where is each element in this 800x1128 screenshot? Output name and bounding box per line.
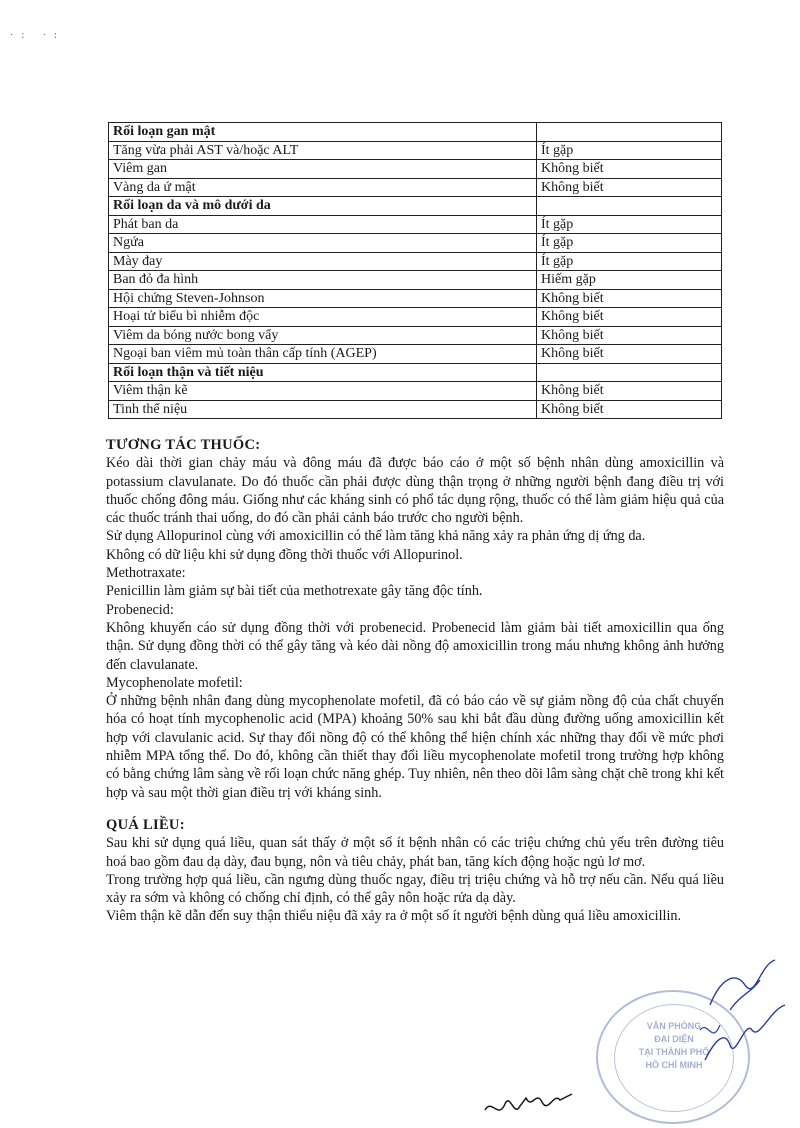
table-row <box>109 178 722 197</box>
effect-label-cell: Viêm thận kẽ <box>109 382 537 401</box>
table-row <box>109 141 722 160</box>
section-label-cell: Rối loạn thận và tiết niệu <box>109 363 537 382</box>
frequency-cell: Hiếm gặp <box>537 271 722 290</box>
frequency-cell: Không biết <box>537 382 722 401</box>
frequency-cell <box>537 197 722 216</box>
effect-label-cell: Viêm da bóng nước bong vẩy <box>109 326 537 345</box>
adverse-effects-table-body <box>109 123 722 419</box>
scan-specks: ·: ·: <box>10 30 65 41</box>
frequency-cell: Không biết <box>537 326 722 345</box>
frequency-cell: Ít gặp <box>537 234 722 253</box>
interactions-paragraph: Không có dữ liệu khi sử dụng đồng thời thuốc với Allopurinol. <box>106 546 463 563</box>
interactions-paragraph: Kéo dài thời gian chảy máu và đông máu đã được báo cáo ở một số bệnh nhân dùng amoxicillin và potassium clavulanate. Do đó thuốc cần phải được dùng thận trọng ở những người bệnh đang điều trị với thuốc chống đông máu. Giống như các kháng sinh có phổ tác dụng rộng, thuốc có thể làm giảm hiệu quả của các thuốc tránh thai uống, do đó cần phải cảnh báo trước cho người bệnh. <box>106 455 724 527</box>
table-row <box>109 289 722 308</box>
initials-mark <box>480 1080 590 1125</box>
frequency-cell: Không biết <box>537 345 722 364</box>
section-gap <box>106 802 724 816</box>
frequency-cell <box>537 363 722 382</box>
table-row <box>109 382 722 401</box>
effect-label-cell: Ngứa <box>109 234 537 253</box>
section-label-cell: Rối loạn da và mô dưới da <box>109 197 537 216</box>
frequency-cell: Ít gặp <box>537 252 722 271</box>
interactions-paragraph: Penicillin làm giảm sự bài tiết của methotrexate gây tăng độc tính. <box>106 583 483 600</box>
interactions-paragraph: Ở những bệnh nhân đang dùng mycophenolate mofetil, đã có báo cáo về sự giảm nồng độ của chất chuyển hóa có hoạt tính mycophenolic acid (MPA) khoảng 50% sau khi bắt đầu dùng đường uống amoxicillin kết hợp với clavulanic acid. Sự thay đổi nồng độ có thể không thể hiện chính xác những thay đổi về mức phơi nhiễm MPA tổng thể. Do đó, không cần thiết thay đổi liều mycophenolate mofetil trong trường hợp không có bằng chứng lâm sàng về rối loạn chức năng ghép. Tuy nhiên, nên theo dõi lâm sàng chặt chẽ trong khi kết hợp và sau một thời gian điều trị với kháng sinh. <box>106 693 724 801</box>
frequency-cell: Không biết <box>537 289 722 308</box>
interactions-heading: TƯƠNG TÁC THUỐC: <box>106 437 261 453</box>
frequency-cell: Không biết <box>537 400 722 419</box>
interactions-paragraph: Sử dụng Allopurinol cùng với amoxicillin có thể làm tăng khả năng xảy ra phản ứng dị ứng da. <box>106 528 646 545</box>
interactions-subheading: Methotraxate: <box>106 565 186 582</box>
overdose-heading: QUÁ LIỀU: <box>106 816 185 833</box>
table-row <box>109 326 722 345</box>
interactions-subheading: Mycophenolate mofetil: <box>106 674 243 691</box>
frequency-cell: Ít gặp <box>537 141 722 160</box>
interactions-subheading: Probenecid: <box>106 601 174 618</box>
effect-label-cell: Ban đỏ đa hình <box>109 271 537 290</box>
table-row <box>109 160 722 179</box>
overdose-paragraph: Viêm thận kẽ dẫn đến suy thận thiểu niệu đã xảy ra ở một số ít người bệnh dùng quá liều amoxicillin. <box>106 908 682 925</box>
table-row <box>109 308 722 327</box>
section-label-cell: Rối loạn gan mật <box>109 123 537 142</box>
table-row <box>109 215 722 234</box>
table-section-row <box>109 197 722 216</box>
stamp-line: ĐẠI DIỆN <box>654 1034 694 1044</box>
table-section-row <box>109 123 722 142</box>
handwritten-signature <box>690 950 800 1090</box>
table-row <box>109 252 722 271</box>
effect-label-cell: Vàng da ứ mật <box>109 178 537 197</box>
frequency-cell: Ít gặp <box>537 215 722 234</box>
table-row <box>109 234 722 253</box>
effect-label-cell: Ngoại ban viêm mủ toàn thân cấp tính (AGEP) <box>109 345 537 364</box>
effect-label-cell: Tăng vừa phải AST và/hoặc ALT <box>109 141 537 160</box>
stamp-line: VĂN PHÒNG <box>646 1021 702 1031</box>
frequency-cell: Không biết <box>537 178 722 197</box>
interactions-paragraph: Không khuyến cáo sử dụng đồng thời với probenecid. Probenecid làm giảm bài tiết amoxicillin qua ống thận. Sử dụng đồng thời có thể gây tăng và kéo dài nồng độ amoxicillin trong máu nhưng không ảnh hưởng đến clavulanate. <box>106 619 724 673</box>
effect-label-cell: Mày đay <box>109 252 537 271</box>
table-row <box>109 271 722 290</box>
adverse-effects-table <box>108 122 722 419</box>
effect-label-cell: Hội chứng Steven-Johnson <box>109 289 537 308</box>
effect-label-cell: Tinh thể niệu <box>109 400 537 419</box>
frequency-cell <box>537 123 722 142</box>
table-section-row <box>109 363 722 382</box>
effect-label-cell: Viêm gan <box>109 160 537 179</box>
overdose-paragraph: Trong trường hợp quá liều, cần ngưng dùng thuốc ngay, điều trị triệu chứng và hỗ trợ nếu cần. Nếu quá liều xảy ra sớm và không có chống chỉ định, có thể gây nôn hoặc rửa dạ dày. <box>106 871 724 907</box>
effect-label-cell: Phát ban da <box>109 215 537 234</box>
stamp-line: TẠI THÀNH PHỐ <box>638 1047 710 1057</box>
frequency-cell: Không biết <box>537 160 722 179</box>
stamp-line: HỒ CHÍ MINH <box>645 1060 703 1070</box>
document-body <box>106 436 724 926</box>
effect-label-cell: Hoại tử biểu bì nhiễm độc <box>109 308 537 327</box>
table-row <box>109 345 722 364</box>
overdose-paragraph: Sau khi sử dụng quá liều, quan sát thấy ở một số ít bệnh nhân có các triệu chứng chủ yếu trên đường tiêu hoá bao gồm đau dạ dày, đau bụng, nôn và tiêu chảy, phát ban, tăng kích động hoặc ngủ lơ mơ. <box>106 835 724 870</box>
table-row <box>109 400 722 419</box>
frequency-cell: Không biết <box>537 308 722 327</box>
